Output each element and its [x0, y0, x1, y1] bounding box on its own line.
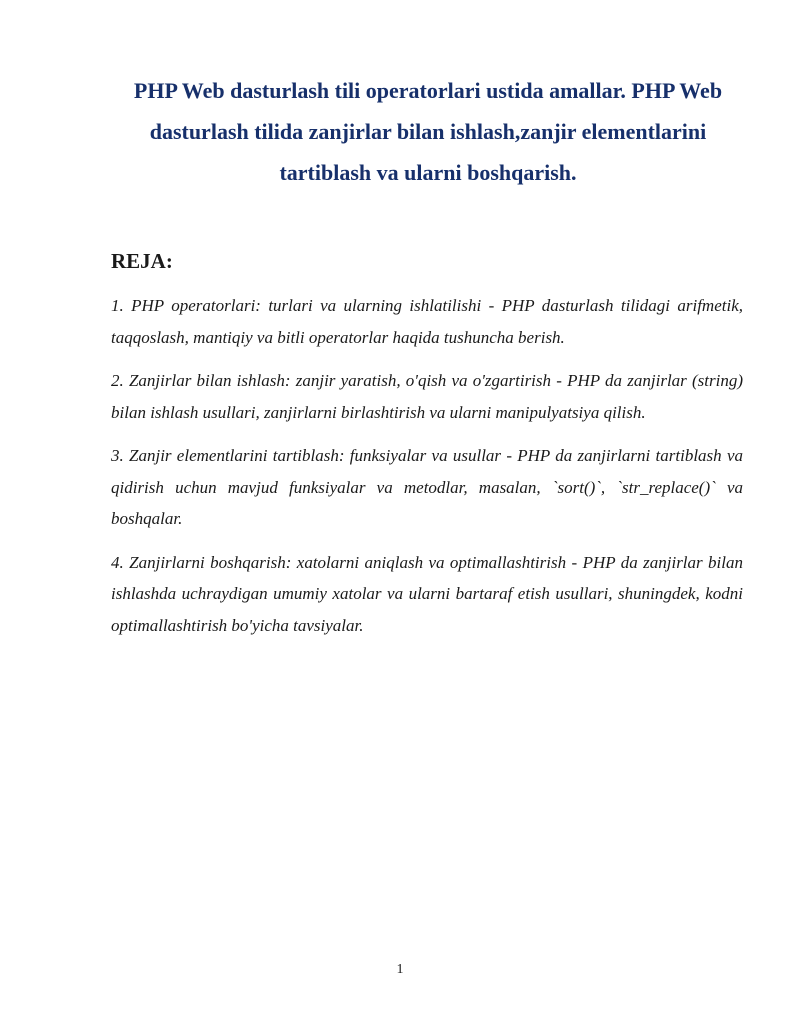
page-number: 1	[396, 962, 404, 977]
plan-list	[111, 290, 743, 653]
plan-item-3: 3. Zanjir elementlarini tartiblash: funksiyalar va usullar - PHP da zanjirlarni tartiblash va qidirish uchun mavjud funksiyalar va metodlar, masalan, `sort()`, `str_replace()` va boshqalar.	[111, 446, 743, 528]
plan-heading: REJA:	[111, 249, 173, 273]
plan-item-4: 4. Zanjirlarni boshqarish: xatolarni aniqlash va optimallashtirish - PHP da zanjirlar bilan ishlashda uchraydigan umumiy xatolar va ularni bartaraf etish usullari, shuningdek, kodni optimallashtirish bo'yicha tavsiyalar.	[111, 552, 743, 635]
document-title: PHP Web dasturlash tili operatorlari ustida amallar. PHP Web dasturlash tilida zanjirlar bilan ishlash,zanjir elementlarini tartiblash va ularni boshqarish.	[133, 78, 723, 185]
plan-item-1: 1. PHP operatorlari: turlari va ularning ishlatilishi - PHP dasturlash tilidagi arifmetik, taqqoslash, mantiqiy va bitli operatorlar haqida tushuncha berish.	[111, 296, 743, 347]
plan-item-2: 2. Zanjirlar bilan ishlash: zanjir yaratish, o'qish va o'zgartirish - PHP da zanjirlar (string) bilan ishlash usullari, zanjirlarni birlashtirish va ularni manipulyatsiya qilish.	[111, 371, 743, 422]
